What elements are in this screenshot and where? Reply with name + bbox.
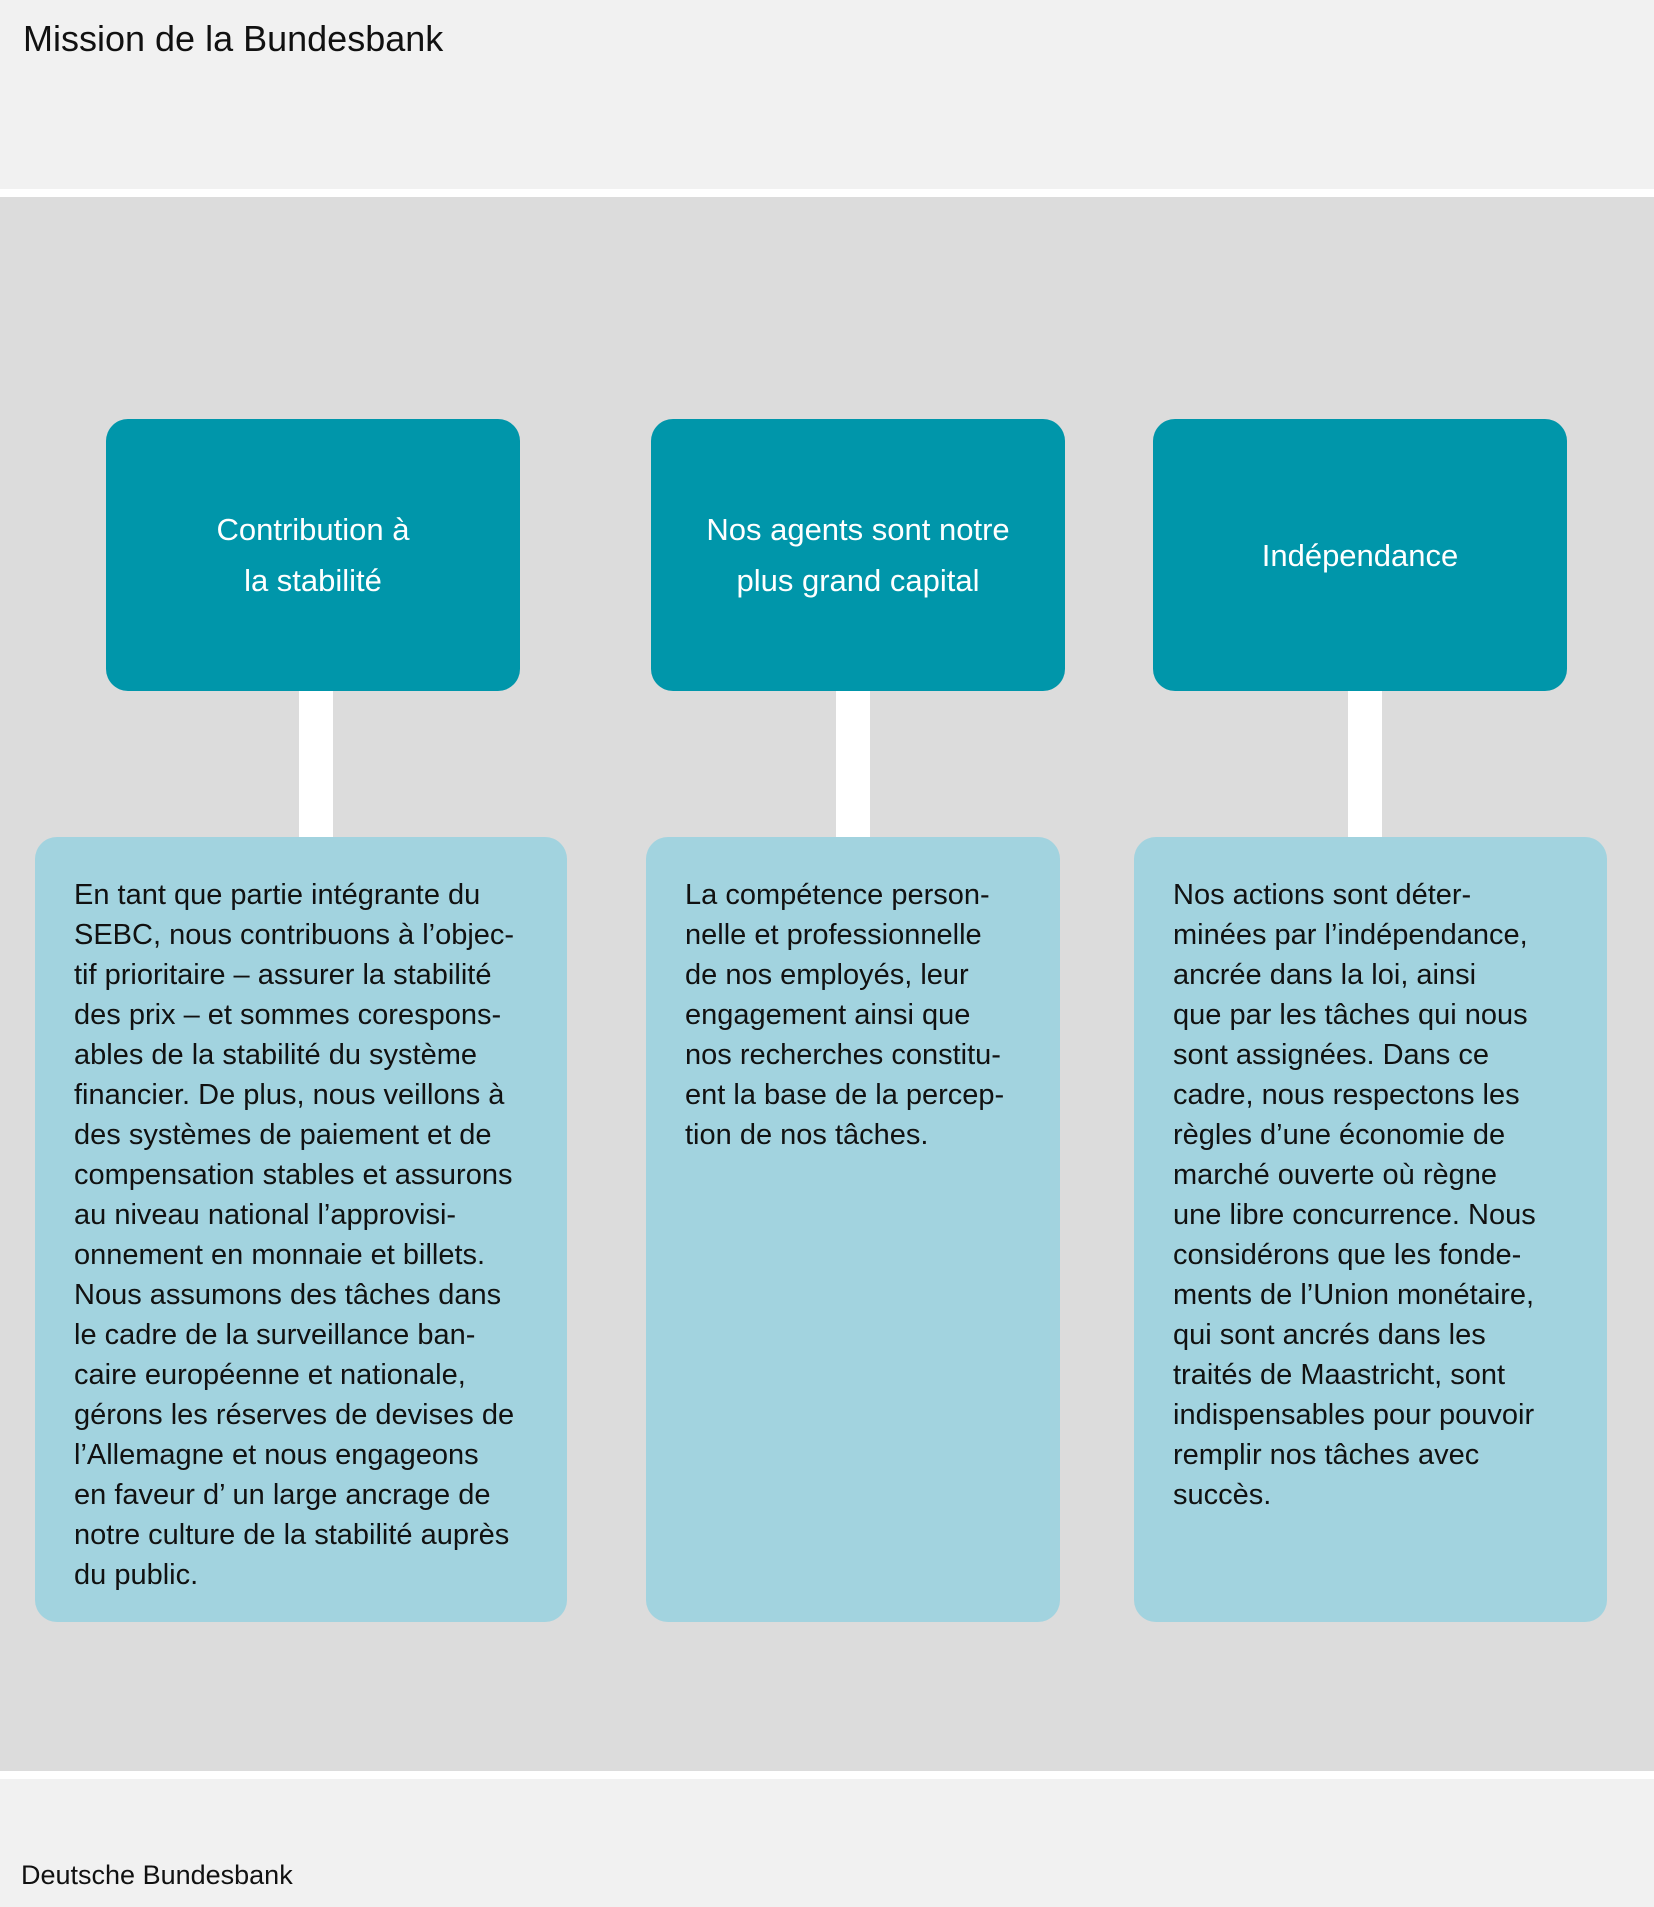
text-box-staff xyxy=(646,837,1060,1622)
heading-box-independence xyxy=(1153,419,1567,691)
source-note: Deutsche Bundesbank xyxy=(21,1860,293,1890)
heading-label-independence: Indépendance xyxy=(1261,537,1459,573)
connector-stability xyxy=(299,691,333,837)
page-title: Mission de la Bundesbank xyxy=(23,18,444,59)
heading-label-stability: Contribution à la stabilité xyxy=(216,512,410,598)
heading-label-staff: Nos agents sont notre plus grand capital xyxy=(706,512,1010,598)
heading-box-stability xyxy=(106,419,520,691)
text-independence: Nos actions sont déter- minées par l’indépendance, ancrée dans la loi, ainsi que par les tâches qui nous sont assignées. Dans ce cadre, nous respectons les règles d’une économie de marché ouverte où règne une libre concurrence. Nous considérons que les fonde- ments de l’Union monétaire, qui sont ancrés dans les traités de Maastricht, sont indispensables pour pouvoir remplir nos tâches avec succès. xyxy=(1173,879,1536,1511)
text-box-stability xyxy=(35,837,567,1622)
text-staff: La compétence person- nelle et professionnelle de nos employés, leur engagement ainsi que nos recherches constitu- ent la base de la percep- tion de nos tâches. xyxy=(685,879,1005,1151)
connector-independence xyxy=(1348,691,1382,837)
connector-staff xyxy=(836,691,870,837)
text-box-independence xyxy=(1134,837,1607,1622)
text-stability: En tant que partie intégrante du SEBC, nous contribuons à l’objec- tif prioritaire – assurer la stabilité des prix – et sommes corespons- ables de la stabilité du système financier. De plus, nous veillons à des systèmes de paiement et de compensation stables et assurons au niveau national l’approvisi- onnement en monnaie et billets. Nous assumons des tâches dans le cadre de la surveillance ban- caire européenne et nationale, gérons les réserves de devises de l’Allemagne et nous engageons en faveur d’ un large ancrage de notre culture de la stabilité auprès du public. xyxy=(74,879,515,1591)
top-divider xyxy=(0,189,1654,197)
heading-box-staff xyxy=(651,419,1065,691)
bottom-divider xyxy=(0,1771,1654,1779)
